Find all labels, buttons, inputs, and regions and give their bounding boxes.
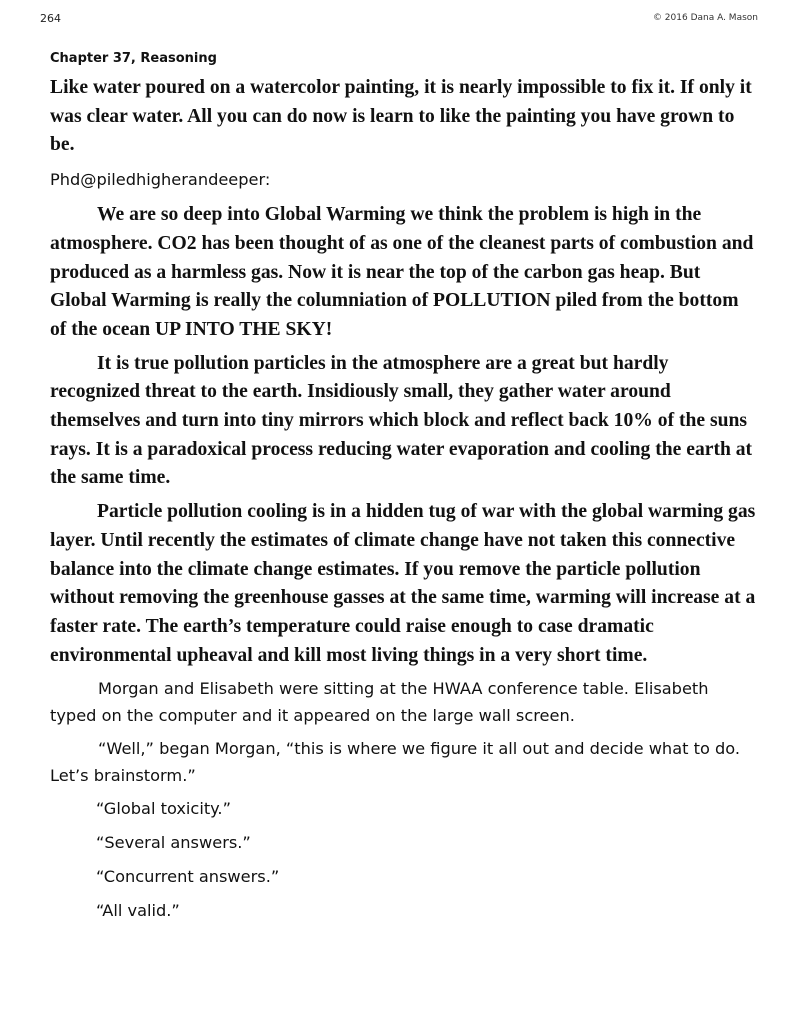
dialog-line: “Concurrent answers.” xyxy=(96,867,280,887)
author-handle: Phd@piledhigherandeeper: xyxy=(50,170,271,190)
narrative-paragraph-conference: Morgan and Elisabeth were sitting at the HWAA conference table. Elisabeth typed on the computer and it appeared on the large wall screen. xyxy=(50,679,709,726)
paragraph-pollution-particles: It is true pollution particles in the atmosphere are a great but hardly recognized threat to the earth. Insidiously small, they gather water around themselves and turn into tiny mirrors which block and reflect back 10% of the suns rays. It is a paradoxical process reducing water evaporation and cooling the earth at the same time. xyxy=(50,352,753,489)
paragraph-global-warming: We are so deep into Global Warming we think the problem is high in the atmosphere. CO2 has been thought of as one of the cleanest parts of combustion and produced as a harmless gas. Now it is near the top of the carbon gas heap. But Global Warming is really the columniation of POLLUTION piled from the bottom of the ocean UP INTO THE SKY! xyxy=(50,204,754,340)
page-body xyxy=(50,74,756,931)
paragraph-particle-cooling: Particle pollution cooling is in a hidden tug of war with the global warming gas layer. Until recently the estimates of climate change have not taken this connective balance into the climate change estimates. If you remove the particle pollution without removing the greenhouse gasses at the same time, warming will increase at a faster rate. The earth’s temperature could raise enough to case dramatic environmental upheaval and kill most living things in a very short time. xyxy=(50,501,756,666)
copyright-notice: © 2016 Dana A. Mason xyxy=(652,13,758,23)
page-number: 264 xyxy=(40,12,61,25)
dialog-line: “Several answers.” xyxy=(96,833,251,853)
dialog-line: “Global toxicity.” xyxy=(96,799,231,819)
intro-paragraph: Like water poured on a watercolor painting, it is nearly impossible to fix it. If only it was clear water. All you can do now is learn to like the painting you have grown to be. xyxy=(50,77,752,156)
dialog-line: “All valid.” xyxy=(96,901,180,921)
narrative-paragraph-brainstorm: “Well,” began Morgan, “this is where we figure it all out and decide what to do. Let’s brainstorm.” xyxy=(50,739,741,786)
chapter-heading: Chapter 37, Reasoning xyxy=(50,51,217,66)
